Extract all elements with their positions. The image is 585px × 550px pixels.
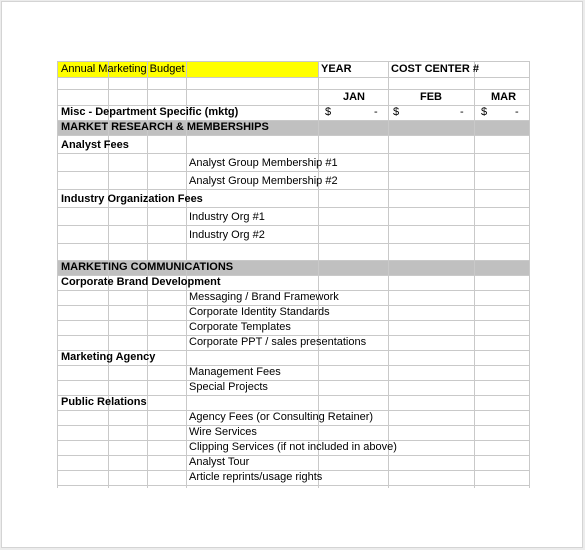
month-jan: JAN <box>343 91 366 103</box>
document-page <box>1 1 583 548</box>
line-item: Agency Fees (or Consulting Retainer) <box>189 411 374 423</box>
line-item: Wire Services <box>189 426 257 438</box>
mar-currency: $ <box>481 106 488 118</box>
misc-department-label: Misc - Department Specific (mktg) <box>61 106 239 118</box>
grid-row-line <box>57 225 530 226</box>
line-item: Messaging / Brand Framework <box>189 291 339 303</box>
line-item: Special Projects <box>189 381 268 393</box>
line-item: Management Fees <box>189 366 281 378</box>
grid-row-line <box>57 135 530 136</box>
grid-row-line <box>57 380 530 381</box>
feb-currency: $ <box>393 106 400 118</box>
line-item: Corporate Templates <box>189 321 291 333</box>
line-item: Analyst Group Membership #2 <box>189 175 338 187</box>
category-corporate-brand: Corporate Brand Development <box>61 276 221 288</box>
grid-row-line <box>57 189 530 190</box>
line-item: Article reprints/usage rights <box>189 471 323 483</box>
section-title-marketing-communications: MARKETING COMMUNICATIONS <box>61 261 234 273</box>
line-item: Analyst Group Membership #1 <box>189 157 338 169</box>
grid-row-line <box>57 153 530 154</box>
budget-spreadsheet <box>57 61 530 488</box>
mar-value: - <box>515 106 519 118</box>
grid-row-line <box>57 425 530 426</box>
grid-row-line <box>57 243 530 244</box>
jan-value: - <box>374 106 378 118</box>
grid-row-line <box>57 207 530 208</box>
grid-row-line <box>57 171 530 172</box>
line-item: Corporate PPT / sales presentations <box>189 336 367 348</box>
feb-value: - <box>460 106 464 118</box>
line-item: Industry Org #1 <box>189 211 265 223</box>
grid-row-line <box>57 485 530 486</box>
grid-row-line <box>57 365 530 366</box>
grid-row-line <box>57 77 530 78</box>
line-item: Industry Org #2 <box>189 229 265 241</box>
line-item: Clipping Services (if not included in above) <box>189 441 397 453</box>
line-item: Analyst Tour <box>189 456 250 468</box>
grid-row-line <box>57 320 530 321</box>
grid-row-line <box>57 455 530 456</box>
category-marketing-agency: Marketing Agency <box>61 351 156 363</box>
cost-center-label: COST CENTER # <box>391 63 480 75</box>
category-analyst-fees: Analyst Fees <box>61 139 129 151</box>
year-label: YEAR <box>321 63 352 75</box>
grid-row-line <box>57 89 530 90</box>
category-public-relations: Public Relations <box>61 396 147 408</box>
jan-currency: $ <box>325 106 332 118</box>
month-mar: MAR <box>491 91 517 103</box>
category-industry-org-fees: Industry Organization Fees <box>61 193 203 205</box>
budget-title: Annual Marketing Budget <box>61 63 185 75</box>
month-feb: FEB <box>420 91 442 103</box>
section-title-market-research: MARKET RESEARCH & MEMBERSHIPS <box>61 121 269 133</box>
line-item: Corporate Identity Standards <box>189 306 330 318</box>
